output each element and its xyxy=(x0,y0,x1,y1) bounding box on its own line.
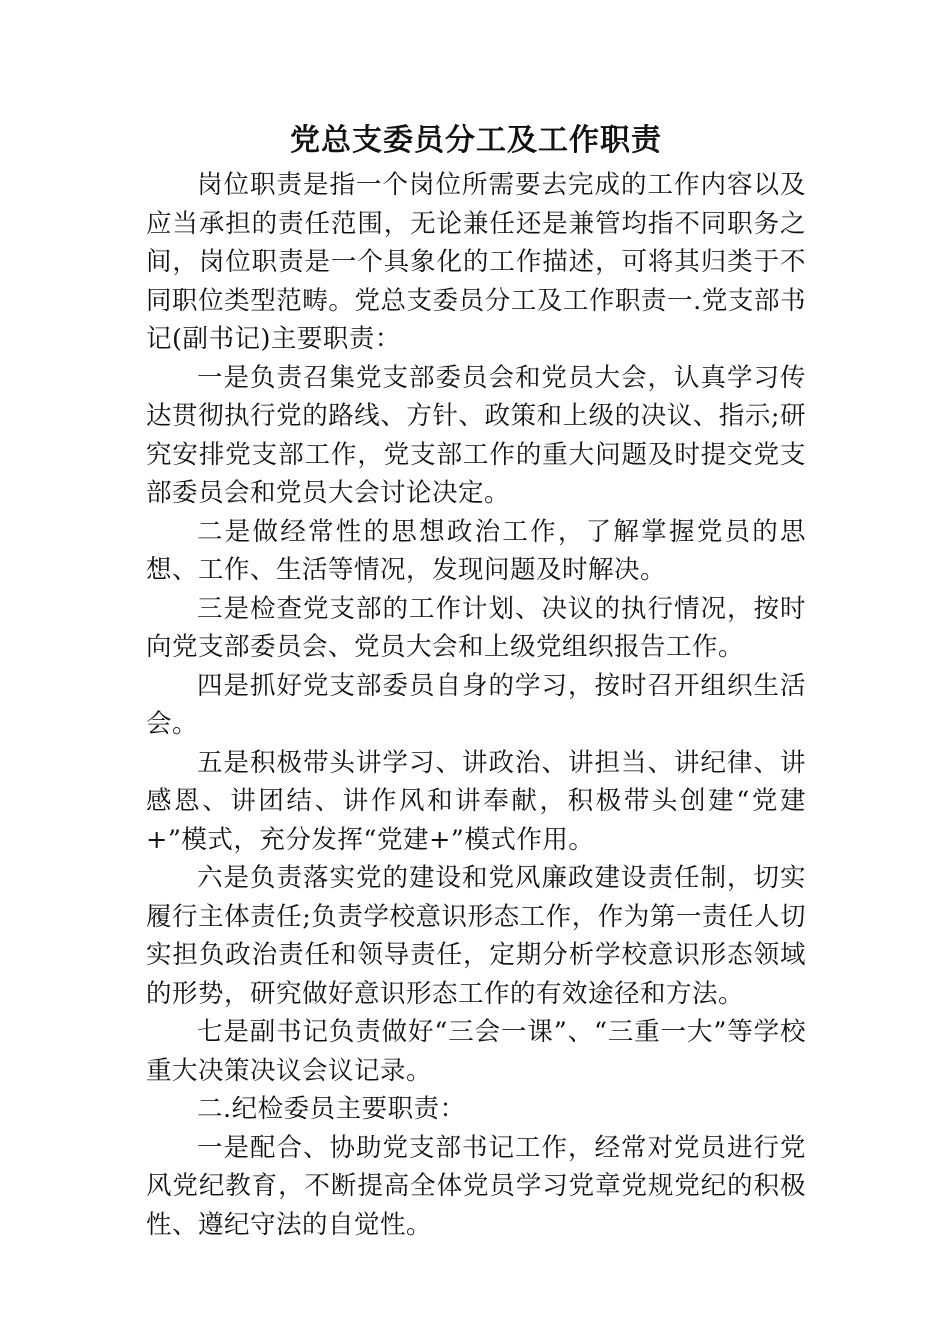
paragraph-duty-7: 七是副书记负责做好“三会一课”、“三重一大”等学校重大决策决议会议记录。 xyxy=(146,1017,806,1086)
paragraph-discipline-duty-1: 一是配合、协助党支部书记工作，经常对党员进行党风党纪教育，不断提高全体党员学习党章党规党纪的积极性、遵纪守法的自觉性。 xyxy=(146,1132,806,1240)
document-title: 党总支委员分工及工作职责 xyxy=(290,123,662,158)
paragraph-duty-4: 四是抓好党支部委员自身的学习，按时召开组织生活会。 xyxy=(146,670,806,739)
paragraph-duty-2: 二是做经常性的思想政治工作，了解掌握党员的思想、工作、生活等情况，发现问题及时解决。 xyxy=(146,516,806,585)
paragraph-duty-6: 六是负责落实党的建设和党风廉政建设责任制，切实履行主体责任;负责学校意识形态工作，作为第一责任人切实担负政治责任和领导责任，定期分析学校意识形态领域的形势，研究做好意识形态工作的有效途径和方法。 xyxy=(146,863,806,1009)
paragraph-duty-1: 一是负责召集党支部委员会和党员大会，认真学习传达贯彻执行党的路线、方针、政策和上级的决议、指示;研究安排党支部工作，党支部工作的重大问题及时提交党支部委员会和党员大会讨论决定。 xyxy=(146,362,806,508)
paragraph-duty-5: 五是积极带头讲学习、讲政治、讲担当、讲纪律、讲感恩、讲团结、讲作风和讲奉献，积极带头创建“党建+”模式，充分发挥“党建+”模式作用。 xyxy=(146,747,806,855)
paragraph-duty-3: 三是检查党支部的工作计划、决议的执行情况，按时向党支部委员会、党员大会和上级党组织报告工作。 xyxy=(146,593,806,662)
document-page xyxy=(146,118,806,1244)
section-heading-discipline: 二.纪检委员主要职责： xyxy=(197,1094,466,1124)
paragraph-intro: 岗位职责是指一个岗位所需要去完成的工作内容以及应当承担的责任范围，无论兼任还是兼管均指不同职务之间，岗位职责是一个具象化的工作描述，可将其归类于不同职位类型范畴。党总支委员分工及工作职责一.党支部书记(副书记)主要职责： xyxy=(146,170,806,354)
